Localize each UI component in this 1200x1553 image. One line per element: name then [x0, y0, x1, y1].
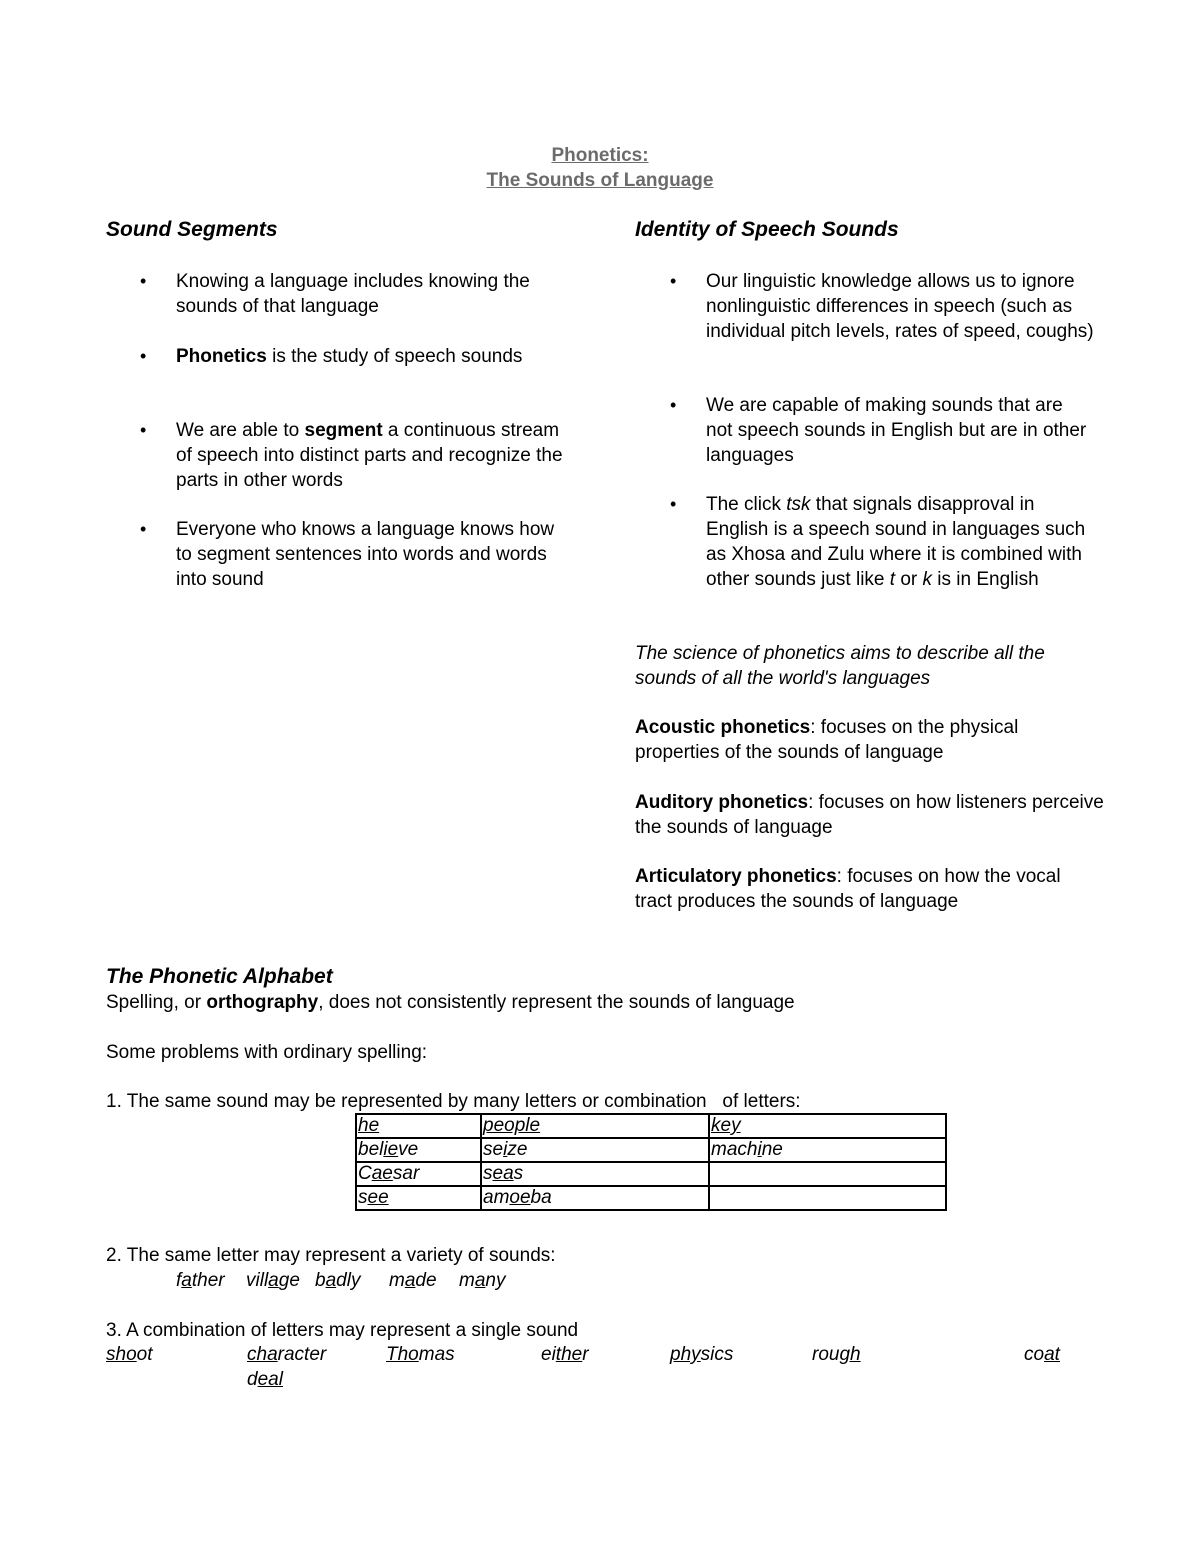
bullet-icon: •: [140, 420, 147, 440]
bullet-icon: •: [140, 519, 147, 539]
left-bullet-3: • We are able to segment a continuous stream of speech into distinct parts and recognize the parts in other words: [140, 420, 563, 491]
table-cell: [709, 1162, 946, 1186]
example-deal: deal: [247, 1369, 283, 1390]
table-cell: key: [709, 1114, 946, 1138]
table-cell: [709, 1186, 946, 1210]
bullet-icon: •: [670, 494, 677, 514]
left-bullet-4: • Everyone who knows a language knows how to segment sentences into words and words into sound: [140, 519, 555, 590]
articulatory-phonetics: Articulatory phonetics: focuses on how the vocal tract produces the sounds of language: [635, 866, 1061, 912]
example-either: either: [541, 1344, 589, 1365]
phonetic-alphabet-heading: The Phonetic Alphabet: [106, 965, 333, 988]
same-sound-table: [355, 1113, 947, 1211]
bullet-icon: •: [670, 271, 677, 291]
left-bullet-2: • Phonetics is the study of speech sounds: [140, 346, 523, 367]
right-bullet-1: • Our linguistic knowledge allows us to ignore nonlinguistic differences in speech (such as individual pitch levels, rates of speed, coughs): [670, 271, 1094, 342]
example-made: made: [389, 1270, 437, 1291]
table-cell: he: [356, 1114, 481, 1138]
example-coat: coat: [1024, 1344, 1060, 1365]
table-cell: see: [356, 1186, 481, 1210]
table-cell: Caesar: [356, 1162, 481, 1186]
table-row: [356, 1186, 946, 1210]
bullet-icon: •: [140, 346, 147, 366]
science-statement: The science of phonetics aims to describe all the sounds of all the world's languages: [635, 643, 1045, 689]
page-title: Phonetics:: [551, 145, 649, 166]
right-bullet-2: • We are capable of making sounds that are not speech sounds in English but are in other languages: [670, 395, 1087, 466]
table-cell: seas: [481, 1162, 709, 1186]
problem-1: 1. The same sound may be represented by many letters or combination of letters:: [106, 1091, 801, 1112]
right-bullet-3: • The click tsk that signals disapproval in English is a speech sound in languages such as Xhosa and Zulu where it is combined with other sounds just like t or k is in English: [670, 494, 1086, 590]
table-cell: amoeba: [481, 1186, 709, 1210]
table-cell: believe: [356, 1138, 481, 1162]
table-cell: machine: [709, 1138, 946, 1162]
example-father: father: [176, 1270, 225, 1291]
bullet-icon: •: [670, 395, 677, 415]
auditory-phonetics: Auditory phonetics: focuses on how listeners perceive the sounds of language: [635, 792, 1104, 838]
problems-intro: Some problems with ordinary spelling:: [106, 1042, 428, 1063]
identity-heading: Identity of Speech Sounds: [635, 218, 899, 241]
example-village: village: [246, 1270, 300, 1291]
example-thomas: Thomas: [386, 1344, 455, 1365]
bullet-icon: •: [140, 271, 147, 291]
problem-2: 2. The same letter may represent a variety of sounds:: [106, 1245, 556, 1266]
spelling-statement: Spelling, or orthography, does not consistently represent the sounds of language: [106, 992, 795, 1013]
problem-3: 3. A combination of letters may represent a single sound: [106, 1320, 579, 1341]
sound-segments-heading: Sound Segments: [106, 218, 278, 241]
example-many: many: [459, 1270, 506, 1291]
table-cell: people: [481, 1114, 709, 1138]
table-row: [356, 1114, 946, 1138]
table-row: [356, 1138, 946, 1162]
left-bullet-1: • Knowing a language includes knowing the sounds of that language: [140, 271, 530, 317]
acoustic-phonetics: Acoustic phonetics: focuses on the physical properties of the sounds of language: [635, 717, 1019, 763]
example-character: character: [247, 1344, 327, 1365]
example-rough: rough: [812, 1344, 861, 1365]
table-row: [356, 1162, 946, 1186]
page-subtitle: The Sounds of Language: [486, 170, 714, 191]
example-physics: physics: [670, 1344, 734, 1365]
table-cell: seize: [481, 1138, 709, 1162]
example-shoot: shoot: [106, 1344, 153, 1365]
example-badly: badly: [315, 1270, 361, 1291]
